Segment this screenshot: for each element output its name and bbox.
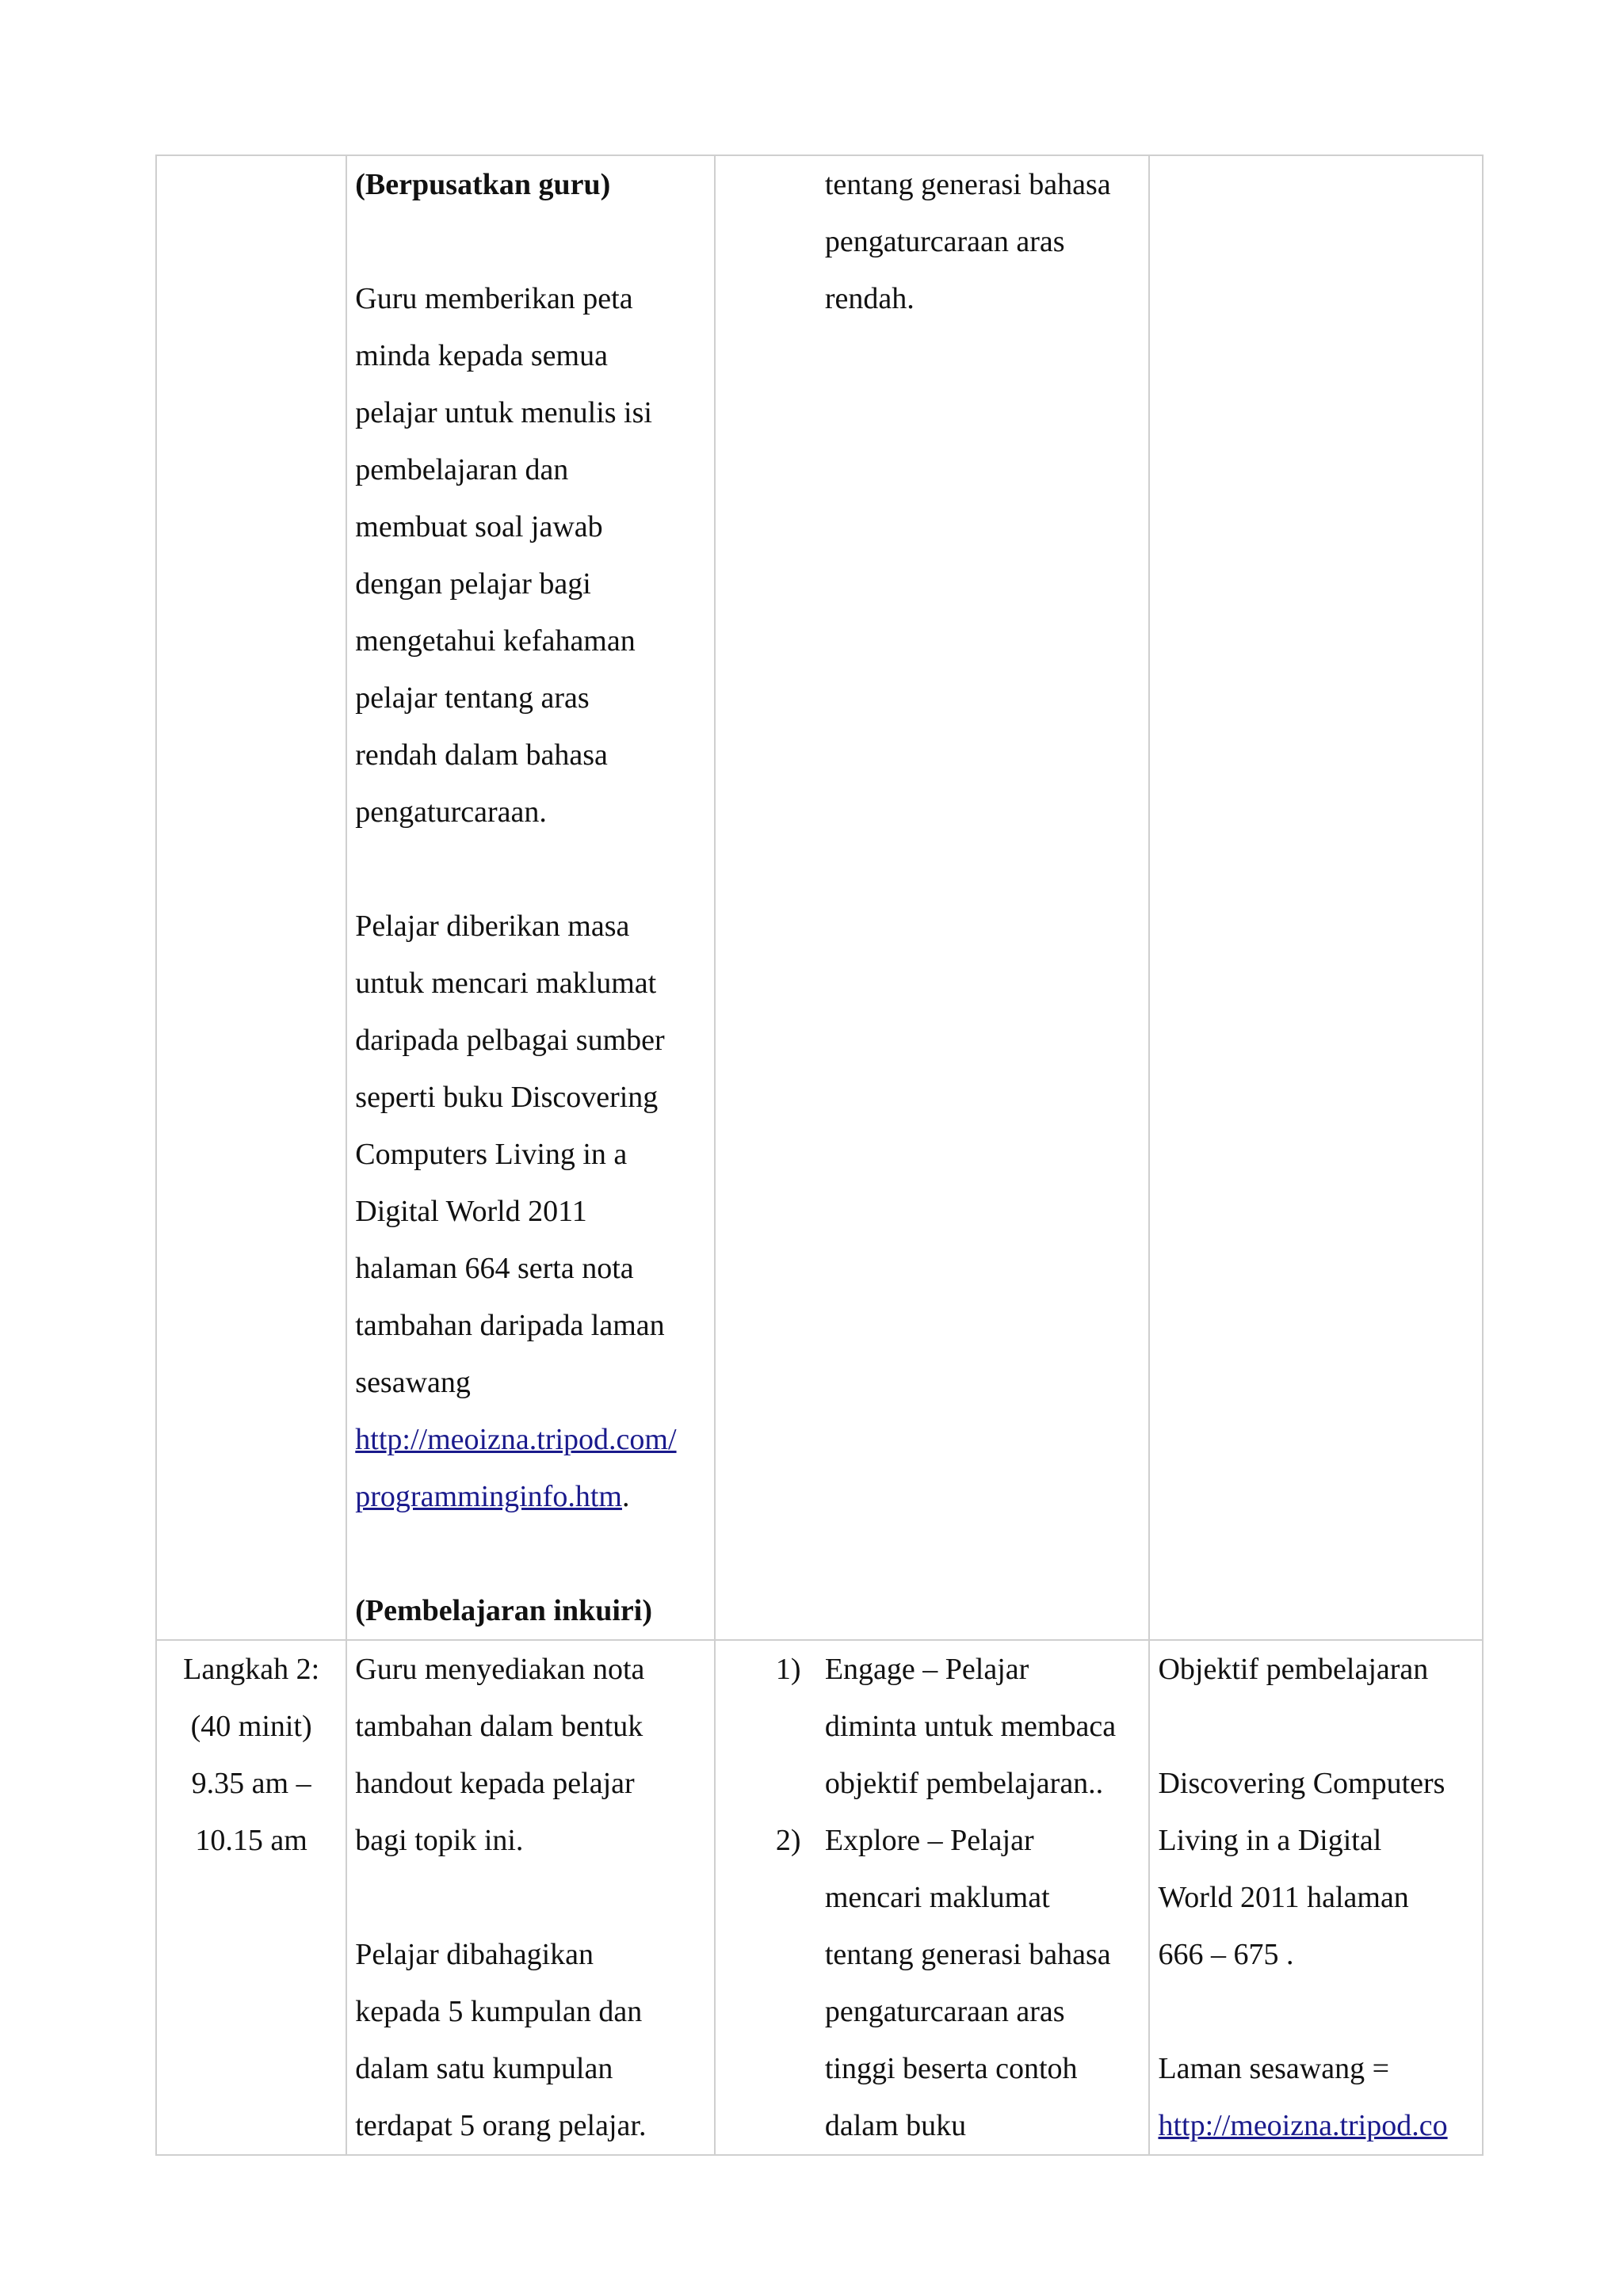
text-line: Computers Living in a [355,1138,628,1171]
text-line: Guru memberikan peta [355,282,633,315]
text-line: halaman 664 serta nota [355,1252,634,1285]
text-line: diminta untuk membaca [824,1710,1117,1743]
text-line: rendah dalam bahasa [355,738,608,772]
text-line: objektif pembelajaran.. [824,1767,1104,1800]
text-line: Pelajar diberikan masa [355,910,630,943]
text-line: Digital World 2011 [355,1195,587,1228]
step-duration: (40 minit) [190,1710,312,1743]
list-item [724,1641,1141,1812]
text-line: handout kepada pelajar [355,1767,635,1800]
approach-heading: (Pembelajaran inkuiri) [355,1594,652,1627]
text-line: mencari maklumat [824,1881,1050,1914]
text-line: dalam buku [824,2109,967,2142]
text-line: seperti buku Discovering [355,1081,659,1114]
text-line: 666 – 675 . [1158,1938,1294,1971]
text-line: pembelajaran dan [355,453,569,486]
step-time: 10.15 am [195,1824,307,1857]
text-line: rendah. [824,282,915,315]
table-row [156,1640,1483,2155]
text-line: pelajar tentang aras [355,681,590,715]
website-label: Laman sesawang = [1158,2052,1390,2085]
website-link[interactable]: http://meoizna.tripod.com/ [355,1423,677,1456]
text-line: dengan pelajar bagi [355,567,591,601]
text-line: untuk mencari maklumat [355,967,657,1000]
lesson-plan-table [155,154,1484,2156]
text-line: mengetahui kefahaman [355,624,636,658]
resources-cell [1149,1640,1483,2155]
text-line: tambahan daripada laman [355,1309,665,1342]
list-number: 1) [775,1653,801,1686]
text-line: tinggi beserta contoh [824,2052,1078,2085]
text-line: Pelajar dibahagikan [355,1938,594,1971]
website-link[interactable]: http://meoizna.tripod.co [1158,2109,1448,2142]
text-line: pengaturcaraan. [355,795,547,829]
text-line: Engage – Pelajar [824,1653,1029,1686]
text-line: Living in a Digital [1158,1824,1382,1857]
text-line: Explore – Pelajar [824,1824,1034,1857]
list-number: 2) [775,1824,801,1857]
text-line: tentang generasi bahasa [824,168,1111,201]
activity-cell [346,1640,715,2155]
activity-cell [346,155,715,1640]
strategy-cell [715,1640,1150,2155]
approach-heading: (Berpusatkan guru) [355,168,611,201]
text-line: bagi topik ini. [355,1824,524,1857]
text-line: tambahan dalam bentuk [355,1710,643,1743]
text-line: pengaturcaraan aras [824,225,1065,258]
website-link-line [355,1468,706,1525]
website-link-continued[interactable]: programminginfo.htm [355,1480,622,1513]
text-line: pelajar untuk menulis isi [355,396,652,429]
text-line: sesawang [355,1366,471,1399]
text-line: Guru menyediakan nota [355,1653,645,1686]
text-line: Discovering Computers [1158,1767,1445,1800]
strategy-cell [715,155,1150,1640]
table-row [156,155,1483,1640]
text-line: kepada 5 kumpulan dan [355,1995,643,2028]
step-label: Langkah 2: [183,1653,320,1686]
text-line: tentang generasi bahasa [824,1938,1111,1971]
text-line: pengaturcaraan aras [824,1995,1065,2028]
strategy-list [724,1641,1141,2154]
link-suffix: . [621,1480,630,1513]
text-line: daripada pelbagai sumber [355,1024,665,1057]
resources-cell [1149,155,1483,1640]
step-cell [156,155,346,1640]
text-line: minda kepada semua [355,339,608,372]
resource-heading: Objektif pembelajaran [1158,1653,1429,1686]
step-cell [156,1640,346,2155]
list-item [724,1812,1141,2154]
text-line: terdapat 5 orang pelajar. [355,2109,647,2142]
text-line: membuat soal jawab [355,510,603,543]
text-line: World 2011 halaman [1158,1881,1409,1914]
step-time: 9.35 am – [191,1767,311,1800]
text-line: dalam satu kumpulan [355,2052,613,2085]
